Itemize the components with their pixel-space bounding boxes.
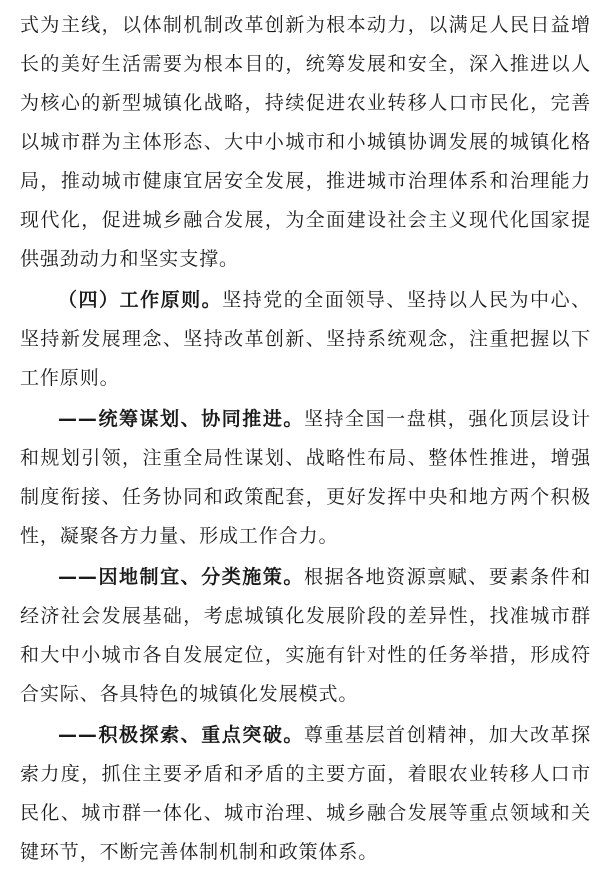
principle-body-exploration: 尊重基层首创精神，加大改革探索力度，抓住主要矛盾和矛盾的主要方面，着眼农业转移人口市民化、城市群一体化、城市治理、城乡融合发展等重点领域和关键环节，不断完善体制机制和政策体系。 bbox=[20, 724, 591, 863]
principle-body-local-conditions: 根据各地资源禀赋、要素条件和经济社会发展基础，考虑城镇化发展阶段的差异性，找准城市群和大中小城市各自发展定位，实施有针对性的任务举措，形成符合实际、各具特色的城镇化发展模式。 bbox=[20, 566, 591, 705]
principle-heading-local-conditions: ——因地制宜、分类施策。 bbox=[58, 566, 304, 588]
principle-paragraph-local-conditions bbox=[20, 558, 591, 714]
principle-body-coordination: 坚持全国一盘棋，强化顶层设计和规划引领，注重全局性谋划、战略性布局、整体性推进，增强制度衔接、任务协同和政策配套，更好发挥中央和地方两个积极性，凝聚各方力量、形成工作合力。 bbox=[20, 408, 591, 547]
section-four-body: 坚持党的全面领导、坚持以人民为中心、坚持新发展理念、坚持改革创新、坚持系统观念，注重把握以下工作原则。 bbox=[20, 289, 592, 389]
section-four-heading: （四）工作原则。 bbox=[58, 289, 223, 311]
principle-paragraph-coordination bbox=[20, 400, 591, 556]
principle-heading-exploration: ——积极探索、重点突破。 bbox=[58, 724, 304, 746]
section-four-paragraph bbox=[20, 281, 591, 398]
intro-paragraph: 式为主线，以体制机制改革创新为根本动力，以满足人民日益增长的美好生活需要为根本目的，统筹发展和安全，深入推进以人为核心的新型城镇化战略，持续促进农业转移人口市民化，完善以城市群为主体形态、大中小城市和小城镇协调发展的城镇化格局，推动城市健康宜居安全发展，推进城市治理体系和治理能力现代化，促进城乡融合发展，为全面建设社会主义现代化国家提供强劲动力和坚实支撑。 bbox=[20, 14, 591, 270]
principle-heading-coordination: ——统筹谋划、协同推进。 bbox=[58, 408, 304, 430]
principle-paragraph-exploration bbox=[20, 716, 591, 872]
